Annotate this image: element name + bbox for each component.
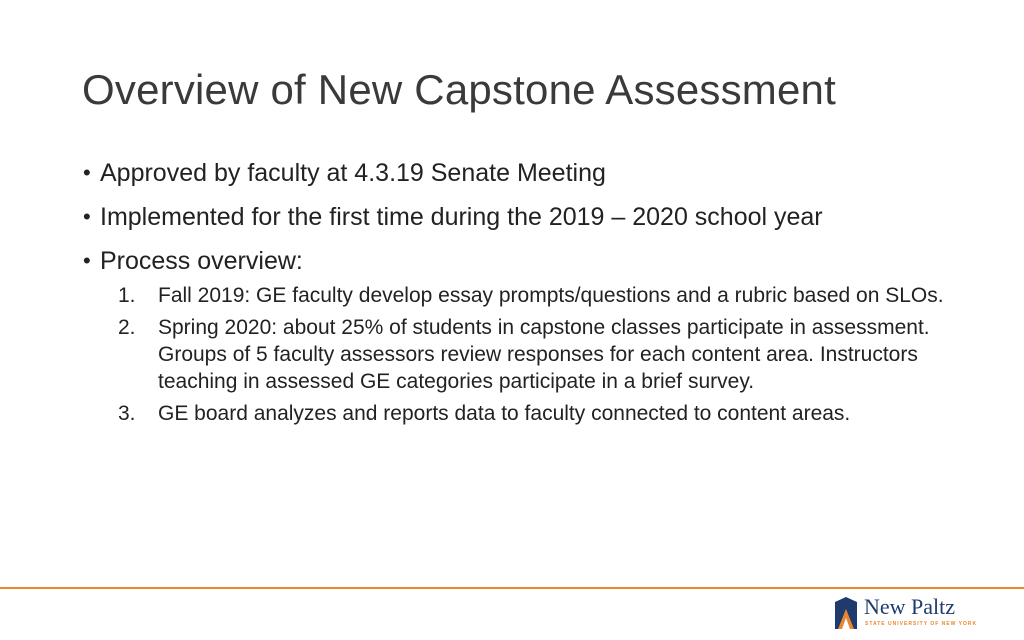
logo-subtitle: STATE UNIVERSITY OF NEW YORK [865, 621, 978, 627]
step-number: 3. [118, 402, 136, 425]
logo-name: New Paltz [864, 594, 956, 619]
step-number: 1. [118, 284, 136, 307]
step-text: Fall 2019: GE faculty develop essay prompts/questions and a rubric based on SLOs. [158, 284, 944, 307]
step-text: GE board analyzes and reports data to faculty connected to content areas. [158, 402, 851, 425]
new-paltz-logo [834, 594, 978, 632]
bullet-item: • Implemented for the first time during the 2019 – 2020 school year [82, 202, 962, 232]
slide-title: Overview of New Capstone Assessment [82, 66, 836, 113]
bullet-item: • Process overview: [82, 246, 962, 276]
process-step [118, 314, 962, 395]
process-step [118, 282, 962, 309]
bullet-list [82, 158, 962, 432]
process-step [118, 400, 962, 427]
process-steps-list [118, 282, 962, 427]
step-number: 2. [118, 316, 136, 339]
new-paltz-mountain-icon [834, 596, 858, 630]
step-text: Spring 2020: about 25% of students in capstone classes participate in assessment. Groups of 5 faculty assessors review responses for each content area. Instructors teaching in assessed GE categories participate in a brief survey. [158, 316, 930, 393]
bottom-divider [0, 587, 1024, 589]
bullet-item: • Approved by faculty at 4.3.19 Senate Meeting [82, 158, 962, 188]
